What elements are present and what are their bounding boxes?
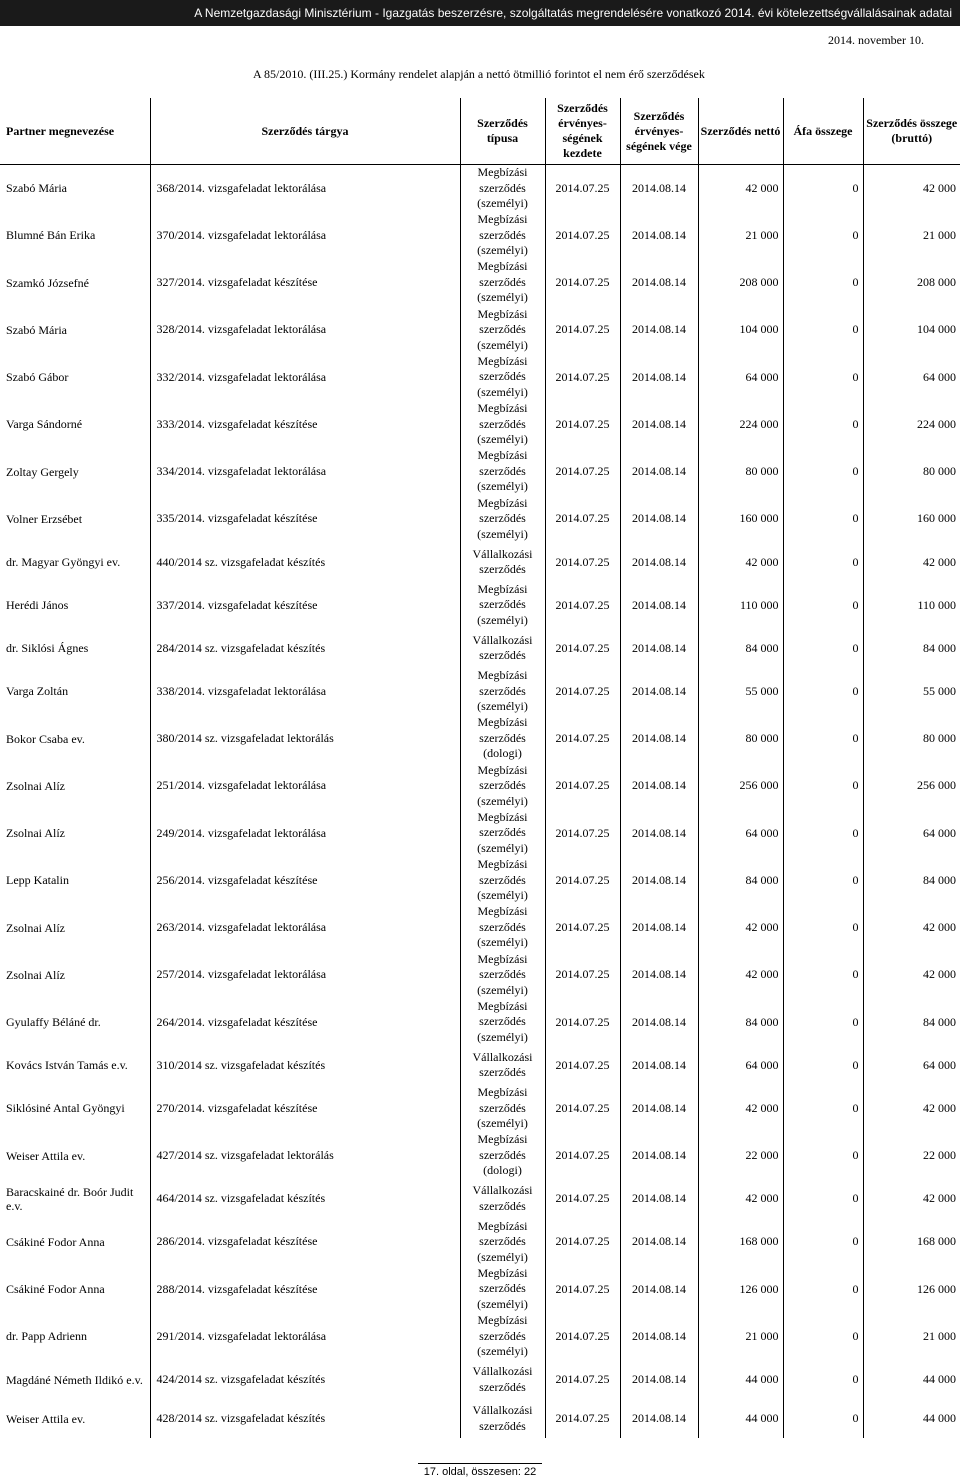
- cell-net: 160 000: [698, 495, 783, 542]
- cell-partner: Szabó Mária: [0, 306, 150, 353]
- cell-subject: 286/2014. vizsgafeladat készítése: [150, 1218, 460, 1265]
- cell-partner: Csákiné Fodor Anna: [0, 1218, 150, 1265]
- table-row: [0, 306, 960, 353]
- cell-end: 2014.08.14: [620, 762, 698, 809]
- cell-partner: Zsolnai Alíz: [0, 951, 150, 998]
- table-header-row: [0, 98, 960, 165]
- cell-end: 2014.08.14: [620, 165, 698, 212]
- cell-start: 2014.07.25: [545, 495, 620, 542]
- table-row: [0, 1132, 960, 1179]
- cell-end: 2014.08.14: [620, 543, 698, 582]
- cell-subject: 337/2014. vizsgafeladat készítése: [150, 582, 460, 629]
- cell-gross: 22 000: [923, 1148, 956, 1163]
- cell-type: Vállalkozási szerződés: [460, 1360, 545, 1399]
- cell-end: 2014.08.14: [620, 306, 698, 353]
- cell-start: 2014.07.25: [545, 354, 620, 401]
- cell-net: 44 000: [698, 1360, 783, 1399]
- contracts-table: [0, 98, 960, 1438]
- table-row: [0, 904, 960, 951]
- cell-net: 208 000: [698, 259, 783, 306]
- document-subtitle: A 85/2010. (III.25.) Kormány rendelet alapján a nettó ötmillió forintot el nem érő szerződések: [253, 67, 705, 81]
- cell-subject: 263/2014. vizsgafeladat lektorálása: [150, 904, 460, 951]
- cell-start: 2014.07.25: [545, 1132, 620, 1179]
- cell-vat: 0: [783, 999, 863, 1046]
- cell-gross: 84 000: [923, 640, 956, 655]
- cell-partner: Baracskainé dr. Boór Judit e.v.: [0, 1179, 150, 1218]
- cell-vat: 0: [783, 629, 863, 668]
- cell-net: 21 000: [698, 212, 783, 259]
- cell-start: 2014.07.25: [545, 448, 620, 495]
- cell-subject: 332/2014. vizsgafeladat lektorálása: [150, 354, 460, 401]
- cell-type: Megbízási szerződés (személyi): [460, 951, 545, 998]
- cell-gross: 160 000: [917, 511, 956, 526]
- cell-type: Megbízási szerződés (személyi): [460, 306, 545, 353]
- cell-net: 44 000: [698, 1399, 783, 1438]
- cell-net: 21 000: [698, 1313, 783, 1360]
- cell-partner: Zsolnai Alíz: [0, 762, 150, 809]
- cell-type: Megbízási szerződés (személyi): [460, 1085, 545, 1132]
- cell-partner: Szabó Mária: [0, 165, 150, 212]
- cell-vat: 0: [783, 582, 863, 629]
- cell-type: Vállalkozási szerződés: [460, 629, 545, 668]
- cell-subject: 270/2014. vizsgafeladat készítése: [150, 1085, 460, 1132]
- table-row: [0, 401, 960, 448]
- cell-partner: Bokor Csaba ev.: [0, 715, 150, 762]
- cell-start: 2014.07.25: [545, 401, 620, 448]
- cell-vat: 0: [783, 668, 863, 715]
- cell-gross: 64 000: [923, 825, 956, 840]
- cell-end: 2014.08.14: [620, 1266, 698, 1313]
- cell-subject: 333/2014. vizsgafeladat készítése: [150, 401, 460, 448]
- cell-net: 110 000: [698, 582, 783, 629]
- table-row: [0, 1179, 960, 1218]
- cell-net: 126 000: [698, 1266, 783, 1313]
- cell-type: Megbízási szerződés (személyi): [460, 857, 545, 904]
- cell-vat: 0: [783, 495, 863, 542]
- table-row: [0, 259, 960, 306]
- table-row: [0, 1313, 960, 1360]
- cell-partner: Lepp Katalin: [0, 857, 150, 904]
- cell-subject: 424/2014 sz. vizsgafeladat készítés: [150, 1360, 460, 1399]
- cell-vat: 0: [783, 165, 863, 212]
- cell-start: 2014.07.25: [545, 1399, 620, 1438]
- cell-start: 2014.07.25: [545, 951, 620, 998]
- cell-gross: 42 000: [923, 1100, 956, 1115]
- cell-subject: 257/2014. vizsgafeladat lektorálása: [150, 951, 460, 998]
- cell-end: 2014.08.14: [620, 1218, 698, 1265]
- cell-end: 2014.08.14: [620, 495, 698, 542]
- cell-partner: dr. Siklósi Ágnes: [0, 629, 150, 668]
- cell-partner: Varga Sándorné: [0, 401, 150, 448]
- cell-partner: Zsolnai Alíz: [0, 810, 150, 857]
- cell-vat: 0: [783, 354, 863, 401]
- cell-start: 2014.07.25: [545, 857, 620, 904]
- cell-partner: dr. Papp Adrienn: [0, 1313, 150, 1360]
- table-row: [0, 1046, 960, 1085]
- cell-partner: Volner Erzsébet: [0, 495, 150, 542]
- cell-gross: 224 000: [917, 416, 956, 431]
- cell-start: 2014.07.25: [545, 629, 620, 668]
- cell-vat: 0: [783, 857, 863, 904]
- cell-start: 2014.07.25: [545, 1218, 620, 1265]
- cell-gross: 256 000: [917, 778, 956, 793]
- cell-start: 2014.07.25: [545, 999, 620, 1046]
- col-start-header: Szerződés érvényes-ségének kezdete: [545, 98, 620, 165]
- cell-start: 2014.07.25: [545, 212, 620, 259]
- cell-vat: 0: [783, 1046, 863, 1085]
- cell-type: Megbízási szerződés (dologi): [460, 715, 545, 762]
- cell-subject: 440/2014 sz. vizsgafeladat készítés: [150, 543, 460, 582]
- cell-gross: 80 000: [923, 731, 956, 746]
- cell-subject: 427/2014 sz. vizsgafeladat lektorálás: [150, 1132, 460, 1179]
- cell-net: 64 000: [698, 810, 783, 857]
- col-gross-header: Szerződés összege (bruttó): [863, 98, 960, 165]
- cell-end: 2014.08.14: [620, 448, 698, 495]
- cell-start: 2014.07.25: [545, 543, 620, 582]
- cell-subject: 428/2014 sz. vizsgafeladat készítés: [150, 1399, 460, 1438]
- cell-net: 84 000: [698, 857, 783, 904]
- cell-net: 55 000: [698, 668, 783, 715]
- cell-start: 2014.07.25: [545, 1266, 620, 1313]
- cell-end: 2014.08.14: [620, 1085, 698, 1132]
- cell-type: Megbízási szerződés (személyi): [460, 165, 545, 212]
- cell-gross: 208 000: [917, 275, 956, 290]
- cell-vat: 0: [783, 904, 863, 951]
- cell-type: Vállalkozási szerződés: [460, 1179, 545, 1218]
- cell-gross: 110 000: [917, 597, 956, 612]
- cell-end: 2014.08.14: [620, 354, 698, 401]
- cell-subject: 380/2014 sz. vizsgafeladat lektorálás: [150, 715, 460, 762]
- cell-partner: Weiser Attila ev.: [0, 1399, 150, 1438]
- table-row: [0, 810, 960, 857]
- cell-type: Megbízási szerződés (személyi): [460, 259, 545, 306]
- table-body: [0, 165, 960, 1439]
- table-row: [0, 1266, 960, 1313]
- cell-end: 2014.08.14: [620, 1360, 698, 1399]
- cell-type: Megbízási szerződés (személyi): [460, 1313, 545, 1360]
- cell-end: 2014.08.14: [620, 629, 698, 668]
- table-row: [0, 543, 960, 582]
- cell-start: 2014.07.25: [545, 668, 620, 715]
- table-row: [0, 1085, 960, 1132]
- cell-subject: 368/2014. vizsgafeladat lektorálása: [150, 165, 460, 212]
- cell-net: 42 000: [698, 904, 783, 951]
- cell-gross: 64 000: [923, 1057, 956, 1072]
- table-row: [0, 212, 960, 259]
- cell-gross: 126 000: [917, 1281, 956, 1296]
- cell-gross: 55 000: [923, 683, 956, 698]
- cell-vat: 0: [783, 1399, 863, 1438]
- cell-vat: 0: [783, 1218, 863, 1265]
- cell-net: 42 000: [698, 165, 783, 212]
- cell-net: 42 000: [698, 543, 783, 582]
- cell-type: Vállalkozási szerződés: [460, 543, 545, 582]
- cell-net: 104 000: [698, 306, 783, 353]
- cell-subject: 291/2014. vizsgafeladat lektorálása: [150, 1313, 460, 1360]
- col-type-header: Szerződés típusa: [460, 98, 545, 165]
- cell-net: 42 000: [698, 1179, 783, 1218]
- cell-start: 2014.07.25: [545, 165, 620, 212]
- cell-gross: 42 000: [923, 180, 956, 195]
- cell-subject: 256/2014. vizsgafeladat készítése: [150, 857, 460, 904]
- cell-type: Megbízási szerződés (személyi): [460, 354, 545, 401]
- cell-end: 2014.08.14: [620, 1179, 698, 1218]
- cell-end: 2014.08.14: [620, 1313, 698, 1360]
- col-net-header: Szerződés nettó: [698, 98, 783, 165]
- cell-type: Megbízási szerződés (személyi): [460, 999, 545, 1046]
- cell-vat: 0: [783, 259, 863, 306]
- cell-subject: 249/2014. vizsgafeladat lektorálása: [150, 810, 460, 857]
- cell-partner: Kovács István Tamás e.v.: [0, 1046, 150, 1085]
- cell-start: 2014.07.25: [545, 904, 620, 951]
- cell-partner: Szamkó Józsefné: [0, 259, 150, 306]
- cell-vat: 0: [783, 810, 863, 857]
- cell-start: 2014.07.25: [545, 1085, 620, 1132]
- cell-vat: 0: [783, 1360, 863, 1399]
- cell-partner: Herédi János: [0, 582, 150, 629]
- cell-start: 2014.07.25: [545, 1360, 620, 1399]
- document-date: 2014. november 10.: [828, 33, 924, 47]
- cell-end: 2014.08.14: [620, 810, 698, 857]
- col-end-header: Szerződés érvényes-ségének vége: [620, 98, 698, 165]
- table-row: [0, 582, 960, 629]
- cell-gross: 64 000: [923, 369, 956, 384]
- cell-end: 2014.08.14: [620, 259, 698, 306]
- cell-subject: 335/2014. vizsgafeladat készítése: [150, 495, 460, 542]
- table-row: [0, 165, 960, 212]
- table-row: [0, 762, 960, 809]
- cell-gross: 80 000: [923, 464, 956, 479]
- cell-end: 2014.08.14: [620, 715, 698, 762]
- cell-subject: 370/2014. vizsgafeladat lektorálása: [150, 212, 460, 259]
- cell-gross: 104 000: [917, 322, 956, 337]
- cell-type: Megbízási szerződés (személyi): [460, 1218, 545, 1265]
- cell-vat: 0: [783, 951, 863, 998]
- cell-start: 2014.07.25: [545, 810, 620, 857]
- cell-net: 224 000: [698, 401, 783, 448]
- cell-type: Megbízási szerződés (személyi): [460, 1266, 545, 1313]
- cell-gross: 42 000: [923, 554, 956, 569]
- cell-vat: 0: [783, 212, 863, 259]
- cell-gross: 44 000: [923, 1411, 956, 1425]
- cell-net: 84 000: [698, 999, 783, 1046]
- cell-start: 2014.07.25: [545, 306, 620, 353]
- col-partner-header: Partner megnevezése: [0, 98, 150, 165]
- cell-subject: 284/2014 sz. vizsgafeladat készítés: [150, 629, 460, 668]
- cell-gross: 168 000: [917, 1234, 956, 1249]
- cell-partner: Magdáné Németh Ildikó e.v.: [0, 1360, 150, 1399]
- cell-end: 2014.08.14: [620, 904, 698, 951]
- cell-vat: 0: [783, 401, 863, 448]
- cell-subject: 251/2014. vizsgafeladat lektorálása: [150, 762, 460, 809]
- cell-end: 2014.08.14: [620, 401, 698, 448]
- table-row: [0, 1360, 960, 1399]
- cell-net: 64 000: [698, 354, 783, 401]
- cell-end: 2014.08.14: [620, 951, 698, 998]
- cell-vat: 0: [783, 715, 863, 762]
- cell-partner: dr. Magyar Gyöngyi ev.: [0, 543, 150, 582]
- cell-net: 256 000: [698, 762, 783, 809]
- col-subject-header: Szerződés tárgya: [150, 98, 460, 165]
- table-row: [0, 354, 960, 401]
- cell-end: 2014.08.14: [620, 668, 698, 715]
- cell-partner: Varga Zoltán: [0, 668, 150, 715]
- table-row: [0, 495, 960, 542]
- cell-gross: 42 000: [923, 920, 956, 935]
- page-footer: [0, 1463, 960, 1483]
- cell-gross: 21 000: [923, 227, 956, 242]
- cell-end: 2014.08.14: [620, 1046, 698, 1085]
- document-banner: A Nemzetgazdasági Minisztérium - Igazgatás beszerzésre, szolgáltatás megrendelésére vonatkozó 2014. évi kötelezettségvállalásainak adatai: [0, 0, 960, 26]
- cell-partner: Siklósiné Antal Gyöngyi: [0, 1085, 150, 1132]
- cell-vat: 0: [783, 306, 863, 353]
- cell-partner: Weiser Attila ev.: [0, 1132, 150, 1179]
- cell-type: Megbízási szerződés (személyi): [460, 401, 545, 448]
- table-row: [0, 999, 960, 1046]
- cell-net: 168 000: [698, 1218, 783, 1265]
- cell-start: 2014.07.25: [545, 1046, 620, 1085]
- cell-start: 2014.07.25: [545, 582, 620, 629]
- cell-type: Megbízási szerződés (személyi): [460, 212, 545, 259]
- cell-net: 80 000: [698, 448, 783, 495]
- cell-vat: 0: [783, 1179, 863, 1218]
- cell-vat: 0: [783, 1313, 863, 1360]
- cell-gross: 84 000: [923, 1014, 956, 1029]
- cell-subject: 288/2014. vizsgafeladat készítése: [150, 1266, 460, 1313]
- cell-net: 84 000: [698, 629, 783, 668]
- table-row: [0, 668, 960, 715]
- cell-partner: Blumné Bán Erika: [0, 212, 150, 259]
- cell-gross: 42 000: [923, 967, 956, 982]
- table-row: [0, 629, 960, 668]
- cell-gross: 84 000: [923, 872, 956, 887]
- cell-net: 80 000: [698, 715, 783, 762]
- cell-vat: 0: [783, 1266, 863, 1313]
- cell-subject: 334/2014. vizsgafeladat lektorálása: [150, 448, 460, 495]
- cell-partner: Szabó Gábor: [0, 354, 150, 401]
- cell-start: 2014.07.25: [545, 259, 620, 306]
- cell-gross: 44 000: [923, 1372, 956, 1386]
- page-number: 17. oldal, összesen: 22: [418, 1463, 543, 1478]
- cell-vat: 0: [783, 448, 863, 495]
- cell-end: 2014.08.14: [620, 1399, 698, 1438]
- cell-type: Megbízási szerződés (személyi): [460, 582, 545, 629]
- cell-partner: Zsolnai Alíz: [0, 904, 150, 951]
- cell-start: 2014.07.25: [545, 715, 620, 762]
- cell-vat: 0: [783, 1085, 863, 1132]
- cell-end: 2014.08.14: [620, 212, 698, 259]
- cell-subject: 328/2014. vizsgafeladat lektorálása: [150, 306, 460, 353]
- cell-partner: Gyulaffy Béláné dr.: [0, 999, 150, 1046]
- cell-end: 2014.08.14: [620, 582, 698, 629]
- cell-start: 2014.07.25: [545, 1313, 620, 1360]
- cell-start: 2014.07.25: [545, 1179, 620, 1218]
- cell-net: 42 000: [698, 951, 783, 998]
- table-row: [0, 857, 960, 904]
- cell-end: 2014.08.14: [620, 999, 698, 1046]
- table-row: [0, 1399, 960, 1438]
- cell-subject: 464/2014 sz. vizsgafeladat készítés: [150, 1179, 460, 1218]
- cell-type: Megbízási szerződés (személyi): [460, 762, 545, 809]
- cell-gross: 42 000: [923, 1191, 956, 1206]
- cell-type: Vállalkozási szerződés: [460, 1399, 545, 1438]
- cell-type: Megbízási szerződés (dologi): [460, 1132, 545, 1179]
- cell-subject: 264/2014. vizsgafeladat készítése: [150, 999, 460, 1046]
- cell-type: Megbízási szerződés (személyi): [460, 810, 545, 857]
- table-row: [0, 951, 960, 998]
- cell-start: 2014.07.25: [545, 762, 620, 809]
- table-row: [0, 1218, 960, 1265]
- cell-type: Megbízási szerződés (személyi): [460, 495, 545, 542]
- cell-end: 2014.08.14: [620, 1132, 698, 1179]
- cell-subject: 338/2014. vizsgafeladat lektorálása: [150, 668, 460, 715]
- cell-type: Vállalkozási szerződés: [460, 1046, 545, 1085]
- cell-vat: 0: [783, 1132, 863, 1179]
- col-vat-header: Áfa összege: [783, 98, 863, 165]
- cell-end: 2014.08.14: [620, 857, 698, 904]
- cell-vat: 0: [783, 762, 863, 809]
- cell-type: Megbízási szerződés (személyi): [460, 668, 545, 715]
- cell-gross: 21 000: [923, 1328, 956, 1343]
- cell-type: Megbízási szerződés (személyi): [460, 904, 545, 951]
- cell-net: 64 000: [698, 1046, 783, 1085]
- cell-net: 22 000: [698, 1132, 783, 1179]
- cell-partner: Csákiné Fodor Anna: [0, 1266, 150, 1313]
- cell-subject: 310/2014 sz. vizsgafeladat készítés: [150, 1046, 460, 1085]
- cell-vat: 0: [783, 543, 863, 582]
- cell-partner: Zoltay Gergely: [0, 448, 150, 495]
- table-row: [0, 448, 960, 495]
- cell-subject: 327/2014. vizsgafeladat készítése: [150, 259, 460, 306]
- cell-type: Megbízási szerződés (személyi): [460, 448, 545, 495]
- cell-net: 42 000: [698, 1085, 783, 1132]
- table-row: [0, 715, 960, 762]
